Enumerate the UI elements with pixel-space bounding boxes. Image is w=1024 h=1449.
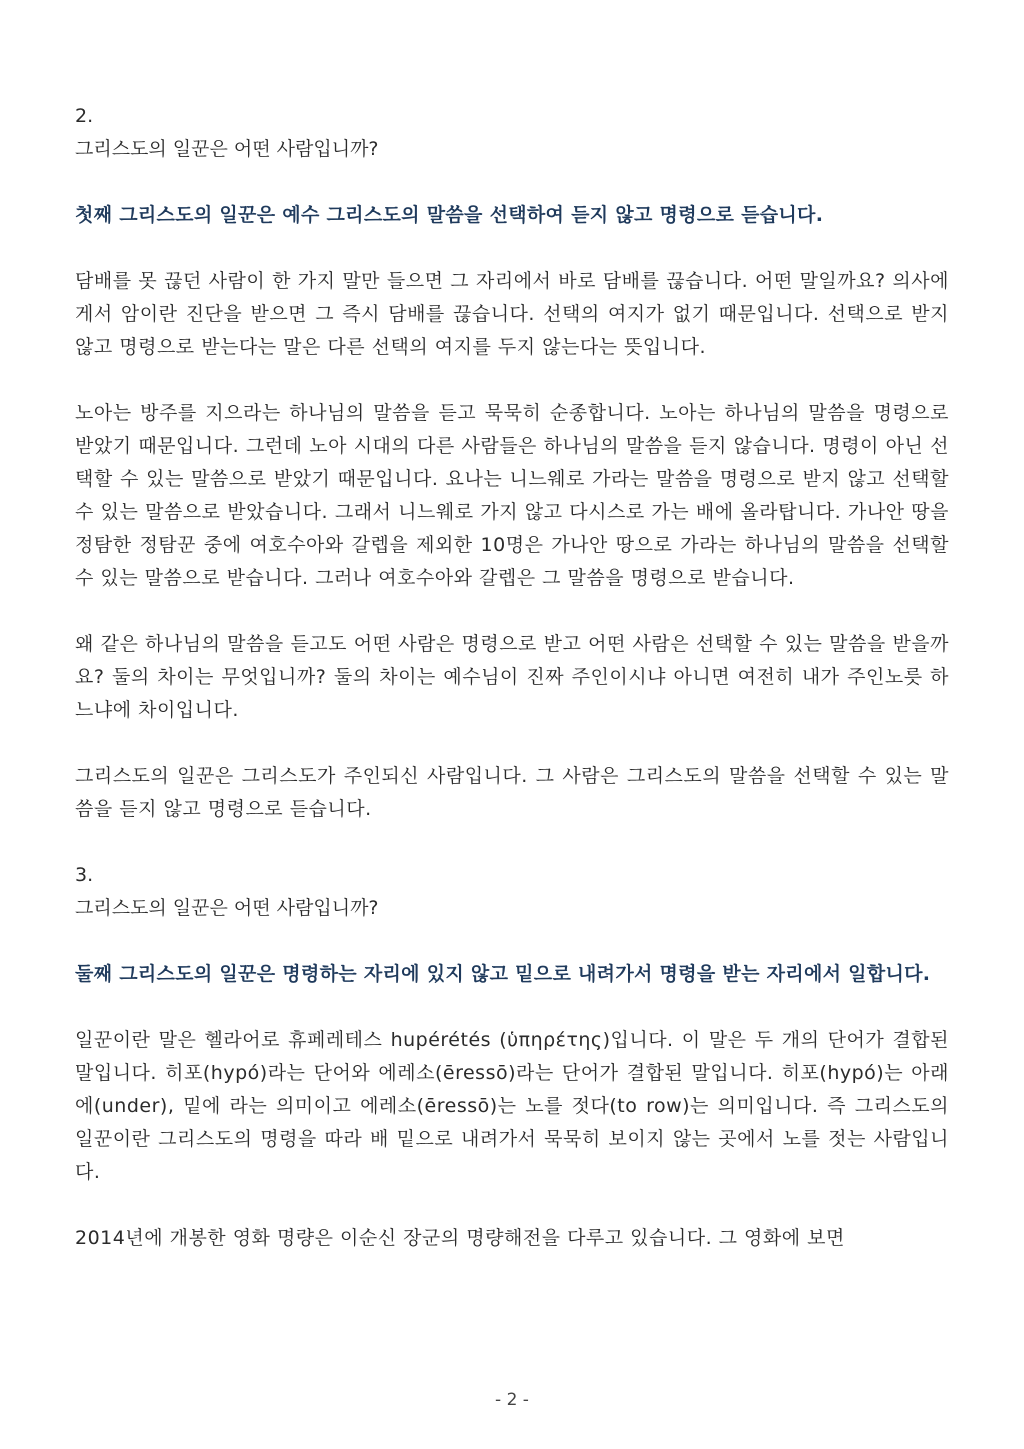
paragraph: 2014년에 개봉한 영화 명량은 이순신 장군의 명량해전을 다루고 있습니다. 그 영화에 보면 bbox=[75, 1227, 845, 1249]
section-question: 그리스도의 일꾼은 어떤 사람입니까? bbox=[75, 138, 379, 160]
section-heading: 둘째 그리스도의 일꾼은 명령하는 자리에 있지 않고 밑으로 내려가서 명령을 받는 자리에서 일합니다. bbox=[75, 963, 931, 985]
paragraph: 담배를 못 끊던 사람이 한 가지 말만 들으면 그 자리에서 바로 담배를 끊습니다. 어떤 말일까요? 의사에게서 암이란 진단을 받으면 그 즉시 담배를 끊습니다. 선택의 여지가 없기 때문입니다. 선택으로 받지 않고 명령으로 받는다는 말은 다른 선택의 여지를 두지 않는다는 뜻입니다. bbox=[75, 270, 949, 358]
section-heading: 첫째 그리스도의 일꾼은 예수 그리스도의 말씀을 선택하여 듣지 않고 명령으로 듣습니다. bbox=[75, 204, 824, 226]
paragraph: 왜 같은 하나님의 말씀을 듣고도 어떤 사람은 명령으로 받고 어떤 사람은 선택할 수 있는 말씀을 받을까요? 둘의 차이는 무엇입니까? 둘의 차이는 예수님이 진짜 주인이시냐 아니면 여전히 내가 주인노릇 하느냐에 차이입니다. bbox=[75, 633, 949, 721]
paragraph: 노아는 방주를 지으라는 하나님의 말씀을 듣고 묵묵히 순종합니다. 노아는 하나님의 말씀을 명령으로 받았기 때문입니다. 그런데 노아 시대의 다른 사람들은 하나님의 말씀을 듣지 않습니다. 명령이 아닌 선택할 수 있는 말씀으로 받았기 때문입니다. 요나는 니느웨로 가라는 말씀을 명령으로 받지 않고 선택할 수 있는 말씀으로 받았습니다. 그래서 니느웨로 가지 않고 다시스로 가는 배에 올라탑니다. 가나안 땅을 정탐한 정탐꾼 중에 여호수아와 갈렙을 제외한 10명은 가나안 땅으로 가라는 하나님의 말씀을 선택할 수 있는 말씀으로 받습니다. 그러나 여호수아와 갈렙은 그 말씀을 명령으로 받습니다. bbox=[75, 402, 949, 589]
document-page bbox=[75, 100, 949, 1255]
paragraph: 일꾼이란 말은 헬라어로 휴페레테스 hupérétés (ὑπηρέτης)입니다. 이 말은 두 개의 단어가 결합된 말입니다. 히포(hypó)라는 단어와 에레소(ēressō)라는 단어가 결합된 말입니다. 히포(hypó)는 아래에(under), 밑에 라는 의미이고 에레소(ēressō)는 노를 젓다(to row)는 의미입니다. 즉 그리스도의 일꾼이란 그리스도의 명령을 따라 배 밑으로 내려가서 묵묵히 보이지 않는 곳에서 노를 젓는 사람입니다. bbox=[75, 1029, 949, 1183]
paragraph: 그리스도의 일꾼은 그리스도가 주인되신 사람입니다. 그 사람은 그리스도의 말씀을 선택할 수 있는 말씀을 듣지 않고 명령으로 듣습니다. bbox=[75, 765, 949, 820]
section-number: 2. bbox=[75, 105, 94, 127]
section-number: 3. bbox=[75, 864, 94, 886]
section-question: 그리스도의 일꾼은 어떤 사람입니까? bbox=[75, 897, 379, 919]
page-number: - 2 - bbox=[495, 1390, 529, 1410]
